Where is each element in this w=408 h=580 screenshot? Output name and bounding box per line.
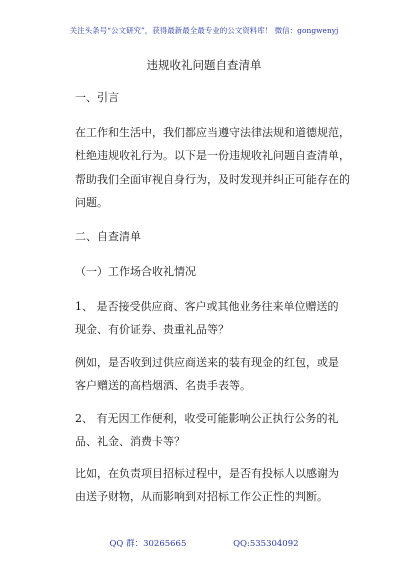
intro-line-2: 杜绝违规收礼行为。以下是一份违规收礼问题自查清单， (75, 149, 350, 162)
subsection-1-heading: （一）工作场合收礼情况 (75, 265, 196, 278)
intro-line-1: 在工作和生活中，我们都应当遵守法律法规和道德规范， (75, 126, 350, 139)
item-2-line-1: 2、 有无因工作便利，收受可能影响公正执行公务的礼 (75, 412, 339, 425)
intro-line-4: 问题。 (75, 196, 108, 209)
footer-qq-group: QQ 群：30265665 (109, 539, 187, 549)
section-1-heading: 一、引言 (75, 91, 119, 104)
intro-line-3: 帮助我们全面审视自身行为，及时发现并纠正可能存在的 (75, 173, 350, 186)
section-2-heading: 二、自查清单 (75, 230, 141, 243)
item-2-example-line-1: 比如，在负责项目招标过程中，是否有投标人以感谢为 (75, 467, 339, 480)
item-1-example-line-2: 客户赠送的高档烟酒、名贵手表等。 (75, 379, 251, 392)
header-note: 关注头条号“公文研究”，获得最新最全最专业的公文资料库！ 微信：gongwenyj (69, 26, 339, 35)
footer-qq: QQ:535304092 (233, 539, 299, 549)
document-title: 违规收礼问题自查清单 (146, 58, 262, 72)
item-1-line-2: 现金、有价证券、贵重礼品等？ (75, 323, 229, 336)
footer (0, 537, 408, 549)
item-2-line-2: 品、礼金、消费卡等？ (75, 435, 185, 448)
item-2-example-line-2: 由送予财物，从而影响到对招标工作公正性的判断。 (75, 490, 328, 503)
item-1-example-line-1: 例如，是否收到过供应商送来的装有现金的红包，或是 (75, 356, 339, 369)
item-1-line-1: 1、 是否接受供应商、客户或其他业务往来单位赠送的 (75, 300, 339, 313)
